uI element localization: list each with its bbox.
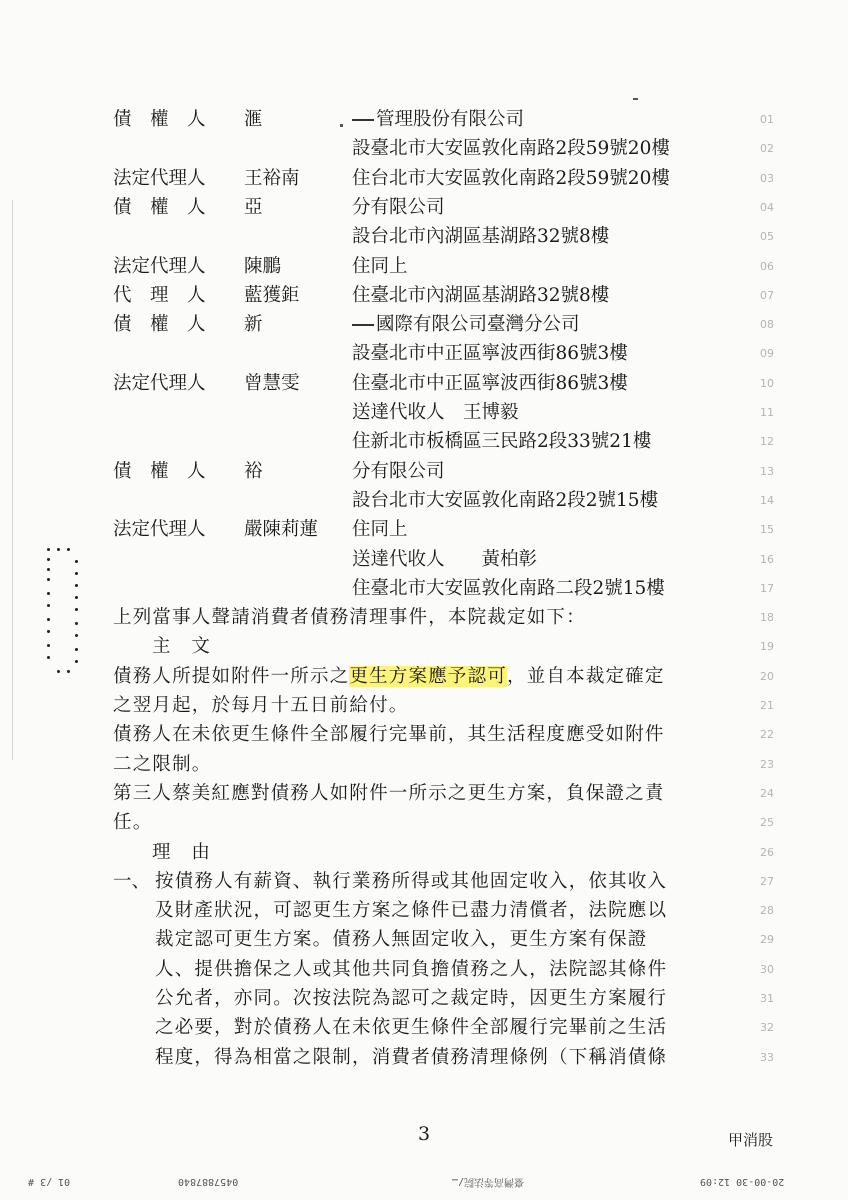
body-line — [0, 809, 848, 837]
party-line — [0, 370, 848, 398]
party-detail-text: 住同上 — [352, 255, 408, 277]
party-line — [0, 546, 848, 574]
party-detail — [352, 194, 445, 222]
redaction-mark — [352, 324, 374, 326]
body-line — [0, 663, 848, 691]
party-detail — [352, 487, 658, 515]
fax-sender: 臺灣高等法院/… — [452, 1176, 525, 1187]
line-number: 23 — [760, 757, 774, 771]
party-detail-text: 設台北市內湖區基湖路32號8樓 — [352, 226, 610, 248]
body-text: 任。 — [113, 812, 153, 834]
party-line — [0, 399, 848, 427]
text-segment: ，並自本裁定確定 — [507, 665, 665, 687]
line-number: 18 — [760, 611, 774, 625]
body-line — [0, 751, 848, 779]
line-number: 25 — [760, 816, 774, 830]
line-number: 33 — [760, 1050, 774, 1064]
line-number: 07 — [760, 288, 774, 302]
fax-page-counter: 01 /3 # — [28, 1176, 71, 1187]
body-text: 之翌月起，於每月十五日前給付。 — [113, 695, 409, 716]
body-text: 二之限制。 — [113, 753, 212, 775]
party-detail — [352, 223, 609, 251]
body-line — [0, 868, 848, 896]
fax-timestamp: 20-00-30 12:09 — [700, 1176, 785, 1187]
party-detail-text: 分有限公司 — [352, 460, 445, 482]
line-number: 14 — [760, 493, 774, 507]
paragraph-text: 公允者，亦同。次按法院為認可之裁定時，因更生方案履行 — [155, 988, 668, 1009]
body-line — [0, 897, 848, 925]
party-line — [0, 165, 848, 193]
party-name: 滙 — [244, 109, 263, 130]
party-line — [0, 516, 848, 544]
line-number: 26 — [760, 845, 774, 859]
party-name: 亞 — [244, 196, 263, 218]
line-number: 09 — [760, 347, 774, 361]
line-number: 06 — [760, 259, 774, 273]
redaction-mark — [352, 119, 374, 121]
party-detail — [352, 428, 651, 456]
line-number: 02 — [760, 142, 774, 156]
body-line — [0, 956, 848, 984]
paragraph-text: 按債務人有薪資、執行業務所得或其他固定收入，依其收入 — [155, 870, 668, 892]
party-role: 法定代理人 — [113, 167, 206, 189]
party-name: 王裕南 — [244, 167, 300, 189]
body-line — [0, 721, 848, 749]
party-role: 法定代理人 — [113, 372, 206, 394]
party-line — [0, 575, 848, 603]
party-line — [0, 340, 848, 368]
party-detail-text: 設台北市大安區敦化南路2段2號15樓 — [352, 489, 659, 511]
party-name: 曾慧雯 — [244, 372, 300, 394]
line-number: 04 — [760, 200, 774, 214]
line-number: 05 — [760, 230, 774, 244]
party-detail — [352, 135, 670, 163]
party-name: 新 — [244, 314, 263, 336]
court-division-mark: 甲消股 — [728, 1131, 774, 1149]
party-detail-text: 住臺北市內湖區基湖路32號8樓 — [352, 284, 610, 306]
party-detail-text: 送達代收人 黃柏彰 — [352, 548, 538, 570]
line-number: 22 — [760, 728, 774, 742]
page-number: 3 — [417, 1123, 431, 1145]
line-number: 21 — [760, 699, 774, 712]
section-heading: 主 文 — [152, 636, 212, 658]
paragraph-text: 人、提供擔保之人或其他共同負擔債務之人，法院認其條件 — [155, 958, 668, 980]
line-number: 19 — [760, 640, 774, 654]
party-line — [0, 253, 848, 281]
line-number: 31 — [760, 992, 774, 1005]
party-detail-text: 住新北市板橋區三民路2段33號21樓 — [352, 431, 652, 453]
party-name: 藍獲鉅 — [244, 284, 300, 306]
party-detail-text: 住同上 — [352, 519, 408, 541]
fax-header-strip — [0, 1164, 848, 1200]
party-name: 裕 — [244, 460, 263, 482]
party-line — [0, 194, 848, 222]
highlighted-text: 更生方案應予認可 — [349, 665, 508, 687]
body-line — [0, 1044, 848, 1072]
paragraph-text: 裁定認可更生方案。債務人無固定收入，更生方案有保證 — [155, 929, 648, 951]
scan-speck — [633, 98, 638, 100]
line-number: 24 — [760, 786, 774, 800]
line-number: 16 — [760, 552, 774, 566]
party-role: 代 理 人 — [113, 284, 206, 306]
line-number: 32 — [760, 1021, 774, 1035]
party-detail-text: 設臺北市中正區寧波西街86號3樓 — [352, 343, 628, 365]
party-detail-text: 國際有限公司臺灣分公司 — [376, 314, 580, 336]
party-role: 債 權 人 — [113, 196, 206, 218]
paragraph-marker: 一、 — [113, 870, 151, 892]
party-detail — [352, 253, 408, 281]
party-line — [0, 135, 848, 163]
body-line — [0, 985, 848, 1013]
line-number: 12 — [760, 435, 774, 449]
party-detail — [352, 516, 408, 544]
party-detail-text: 送達代收人 王博毅 — [352, 402, 519, 423]
line-number: 03 — [760, 171, 774, 185]
line-number: 10 — [760, 376, 774, 390]
party-role: 債 權 人 — [113, 460, 206, 482]
body-line — [0, 1014, 848, 1042]
party-detail — [352, 340, 628, 368]
paragraph-text: 程度，得為相當之限制，消費者債務清理條例（下稱消債條 — [155, 1046, 668, 1068]
party-detail-text: 住臺北市大安區敦化南路二段2號15樓 — [352, 577, 665, 599]
line-number: 20 — [760, 669, 774, 683]
fax-number: 0457887840 — [178, 1176, 239, 1187]
party-line — [0, 311, 848, 339]
party-name: 陳鵬 — [244, 255, 282, 277]
paragraph-text: 之必要，對於債務人在未依更生條件全部履行完畢前之生活 — [155, 1017, 668, 1039]
line-number: 30 — [760, 962, 774, 976]
party-detail — [352, 370, 628, 398]
line-number: 01 — [760, 113, 774, 126]
party-detail — [352, 106, 524, 134]
party-role: 法定代理人 — [113, 519, 206, 541]
body-line — [0, 692, 848, 720]
line-number: 13 — [760, 464, 774, 478]
party-role: 債 權 人 — [113, 109, 206, 130]
party-detail — [352, 546, 537, 574]
body-line — [0, 604, 848, 632]
party-detail-text: 管理股份有限公司 — [376, 109, 525, 130]
party-line — [0, 106, 848, 134]
line-number: 15 — [760, 523, 774, 537]
line-number: 29 — [760, 933, 774, 947]
party-name: 嚴陳莉蓮 — [244, 519, 319, 541]
party-line — [0, 282, 848, 310]
body-line — [0, 926, 848, 954]
line-number: 11 — [760, 406, 774, 419]
body-line — [0, 839, 848, 867]
body-text: 第三人蔡美紅應對債務人如附件一所示之更生方案，負保證之責 — [113, 782, 665, 804]
party-role: 法定代理人 — [113, 255, 206, 277]
party-role: 債 權 人 — [113, 314, 206, 336]
paragraph-text: 及財產狀況，可認更生方案之條件已盡力清償者，法院應以 — [155, 900, 668, 922]
party-detail-text: 設臺北市大安區敦化南路2段59號20樓 — [352, 138, 670, 160]
party-detail — [352, 575, 665, 603]
body-text: 債務人在未依更生條件全部履行完畢前，其生活程度應受如附件 — [113, 724, 665, 746]
party-detail-text: 住臺北市中正區寧波西街86號3樓 — [352, 372, 628, 394]
line-number: 08 — [760, 318, 774, 332]
party-detail — [352, 311, 580, 339]
body-text: 上列當事人聲請消費者債務清理事件，本院裁定如下： — [113, 607, 586, 629]
body-text — [113, 663, 665, 691]
party-line — [0, 487, 848, 515]
party-line — [0, 223, 848, 251]
party-detail — [352, 458, 445, 486]
party-line — [0, 458, 848, 486]
party-detail-text: 分有限公司 — [352, 196, 445, 218]
party-detail-text: 住台北市大安區敦化南路2段59號20樓 — [352, 167, 670, 189]
line-number: 27 — [760, 874, 774, 888]
text-segment: 債務人所提如附件一所示之 — [113, 665, 350, 687]
party-detail — [352, 282, 609, 310]
section-heading: 理 由 — [152, 841, 212, 863]
line-number: 28 — [760, 904, 774, 918]
line-number: 17 — [760, 581, 774, 595]
party-detail — [352, 399, 519, 427]
party-detail — [352, 165, 670, 193]
body-line — [0, 633, 848, 661]
party-line — [0, 428, 848, 456]
body-line — [0, 780, 848, 808]
